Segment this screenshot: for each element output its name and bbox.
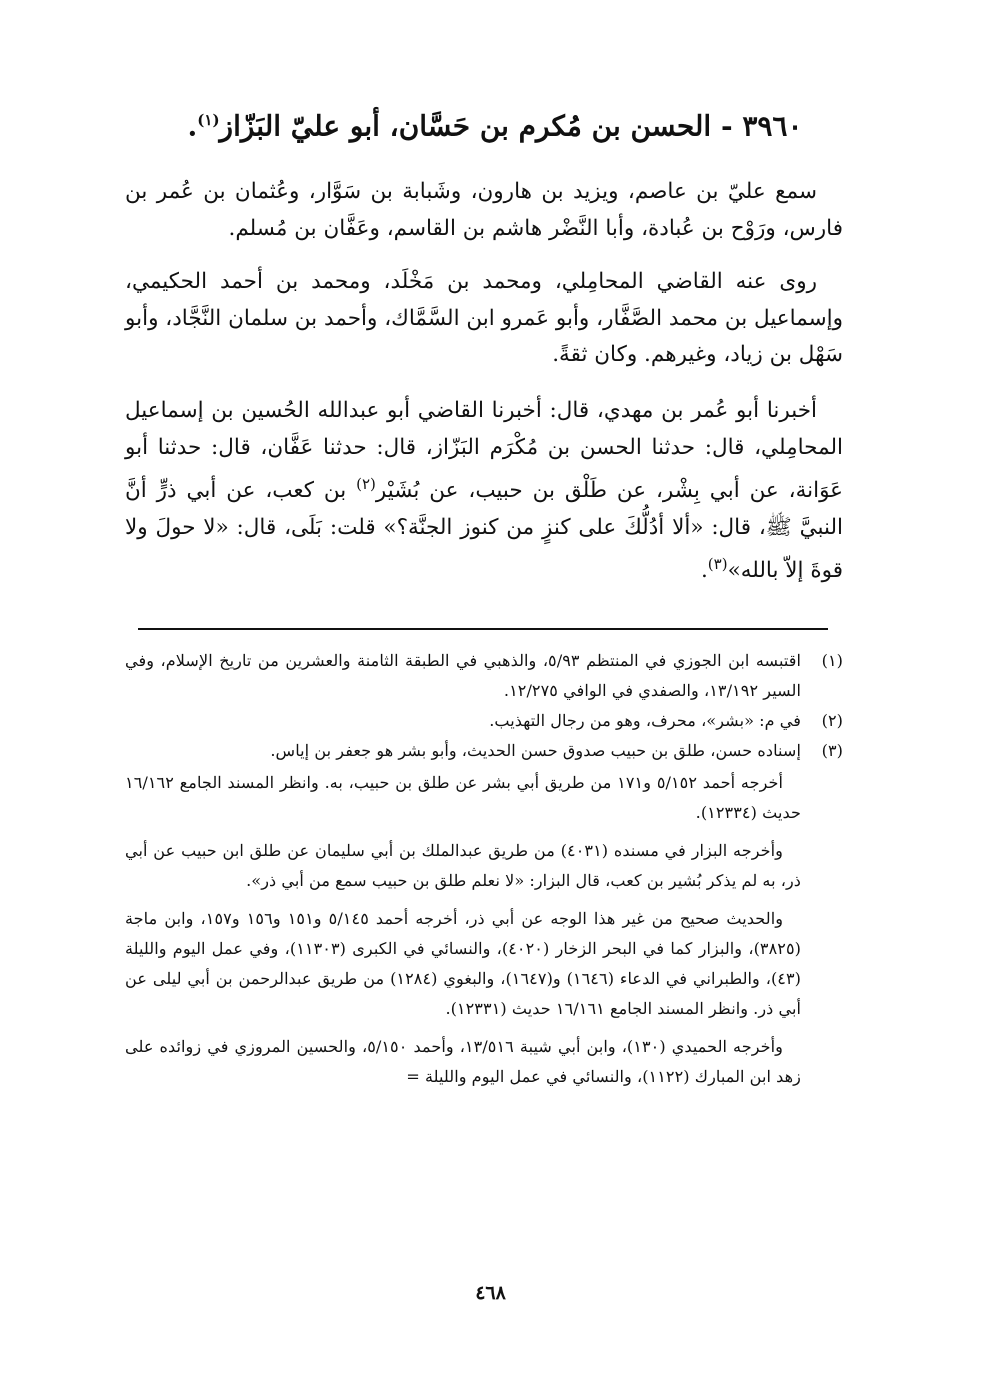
footnote-ref-2: (٢) [356,475,376,493]
paragraph-text: روى عنه القاضي المحامِلي، ومحمد بن مَخْلَد، ومحمد بن أحمد الحكيمي، وإسماعيل بن محمد الصَّفَّار، وأبو عَمرو ابن السَّمَّاك، وأحمد بن سلمان النَّجَّاد، وأبو سَهْل بن زياد، وغيرهم. وكان ثقةً. [125,269,843,367]
footnote-text: في م: «بشر»، محرف، وهو من رجال التهذيب. [489,711,801,730]
paragraph-text [125,393,843,590]
title-footnote-ref: (١) [197,111,220,129]
entry-title [150,100,840,146]
paragraph-text: سمع عليّ بن عاصم، ويزيد بن هارون، وشَبابة بن سَوَّار، وعُثمان بن عُمر بن فارس، ورَوْح بن عُبادة، وأبا النَّضْر هاشم بن القاسم، وعَفَّان بن مُسلم. [125,179,843,241]
hadith-isnad: أخبرنا أبو عُمر بن مهدي، قال: أخبرنا القاضي أبو عبدالله الحُسين بن إسماعيل المحامِلي، قال: حدثنا الحسن بن مُكْرَم البَزّاز، قال: حدثنا عَفَّان، قال: حدثنا أبو عَوَانة، عن أبي بِشْر، عن طَلْق بن حبيب، عن بُشَيْر [125,398,844,504]
footnote-2 [125,706,843,736]
footnote-1 [125,646,843,706]
footnote-number: (١) [821,651,843,670]
page-number: ٤٦٨ [475,1282,506,1304]
footnote-ref-3: (٣) [707,555,728,574]
footnote-3 [125,736,843,766]
paragraph-teachers [125,174,843,247]
paragraph-hadith [125,393,843,590]
footnote-divider [138,628,828,630]
footnote-text: إسناده حسن، طلق بن حبيب صدوق حسن الحديث، وأبو بشر هو جعفر بن إياس. [270,741,801,760]
title-end: . [187,109,198,143]
footnote-3-continuation: والحديث صحيح من غير هذا الوجه عن أبي ذر، أخرجه أحمد ٥/١٤٥ و١٥١ و١٥٦ و١٥٧، وابن ماجة (٣٨٢٥)، والبزار كما في البحر الزخار (٤٠٢٠)، والنسائي في الكبرى (١١٣٠٣)، وفي عمل اليوم والليلة (٤٣)، والطبراني في الدعاء (١٦٤٦) و(١٦٤٧)، والبغوي (١٢٨٤) من طريق عبدالرحمن بن أبي ليلى عن أبي ذر. وانظر المسند الجامع ١٦/١٦١ حديث (١٢٣٣١). [125,909,801,1018]
footnote-3-continuation: أخرجه أحمد ٥/١٥٢ و١٧١ من طريق أبي بشر عن طلق بن حبيب، به. وانظر المسند الجامع ١٦/١٦٢ حديث (١٢٣٣٤). [125,773,801,822]
hadith-end: . [700,558,708,584]
footnote-3-continuation: وأخرجه البزار في مسنده (٤٠٣١) من طريق عبدالملك بن أبي سليمان عن طلق ابن حبيب عن أبي ذر، به لم يذكر بُشير بن كعب، قال البزار: «لا نعلم طلق بن حبيب سمع من أبي ذر». [125,841,801,890]
footnote-number: (٣) [821,741,843,760]
footnotes [125,646,843,1092]
footnote-text: اقتبسه ابن الجوزي في المنتظم ٥/٩٣، والذهبي في الطبقة الثامنة والعشرين من تاريخ الإسلام، وفي السير ١٣/١٩٢، والصفدي في الوافي ١٢/٢٧٥. [125,651,801,700]
entry-title-text: ٣٩٦٠ - الحسن بن مُكرم بن حَسَّان، أبو عليّ البَزّاز [219,109,803,143]
footnote-number: (٢) [821,711,843,730]
footnote-3-continuation: وأخرجه الحميدي (١٣٠)، وابن أبي شيبة ١٣/٥١٦، وأحمد ٥/١٥٠، والحسين المروزي في زوائده على زهد ابن المبارك (١١٢٢)، والنسائي في عمل اليوم والليلة = [125,1037,801,1086]
hadith-matn: بن كعب، عن أبي ذرٍّ أنَّ النبيَّ ﷺ، قال: «ألا أدُلُّكَ على كنزٍ من كنوز الجنَّة؟» قلت: بَلَى، قال: «لا حولَ ولا قوةَ إلاّ بالله» [125,478,843,584]
paragraph-students [125,264,843,374]
